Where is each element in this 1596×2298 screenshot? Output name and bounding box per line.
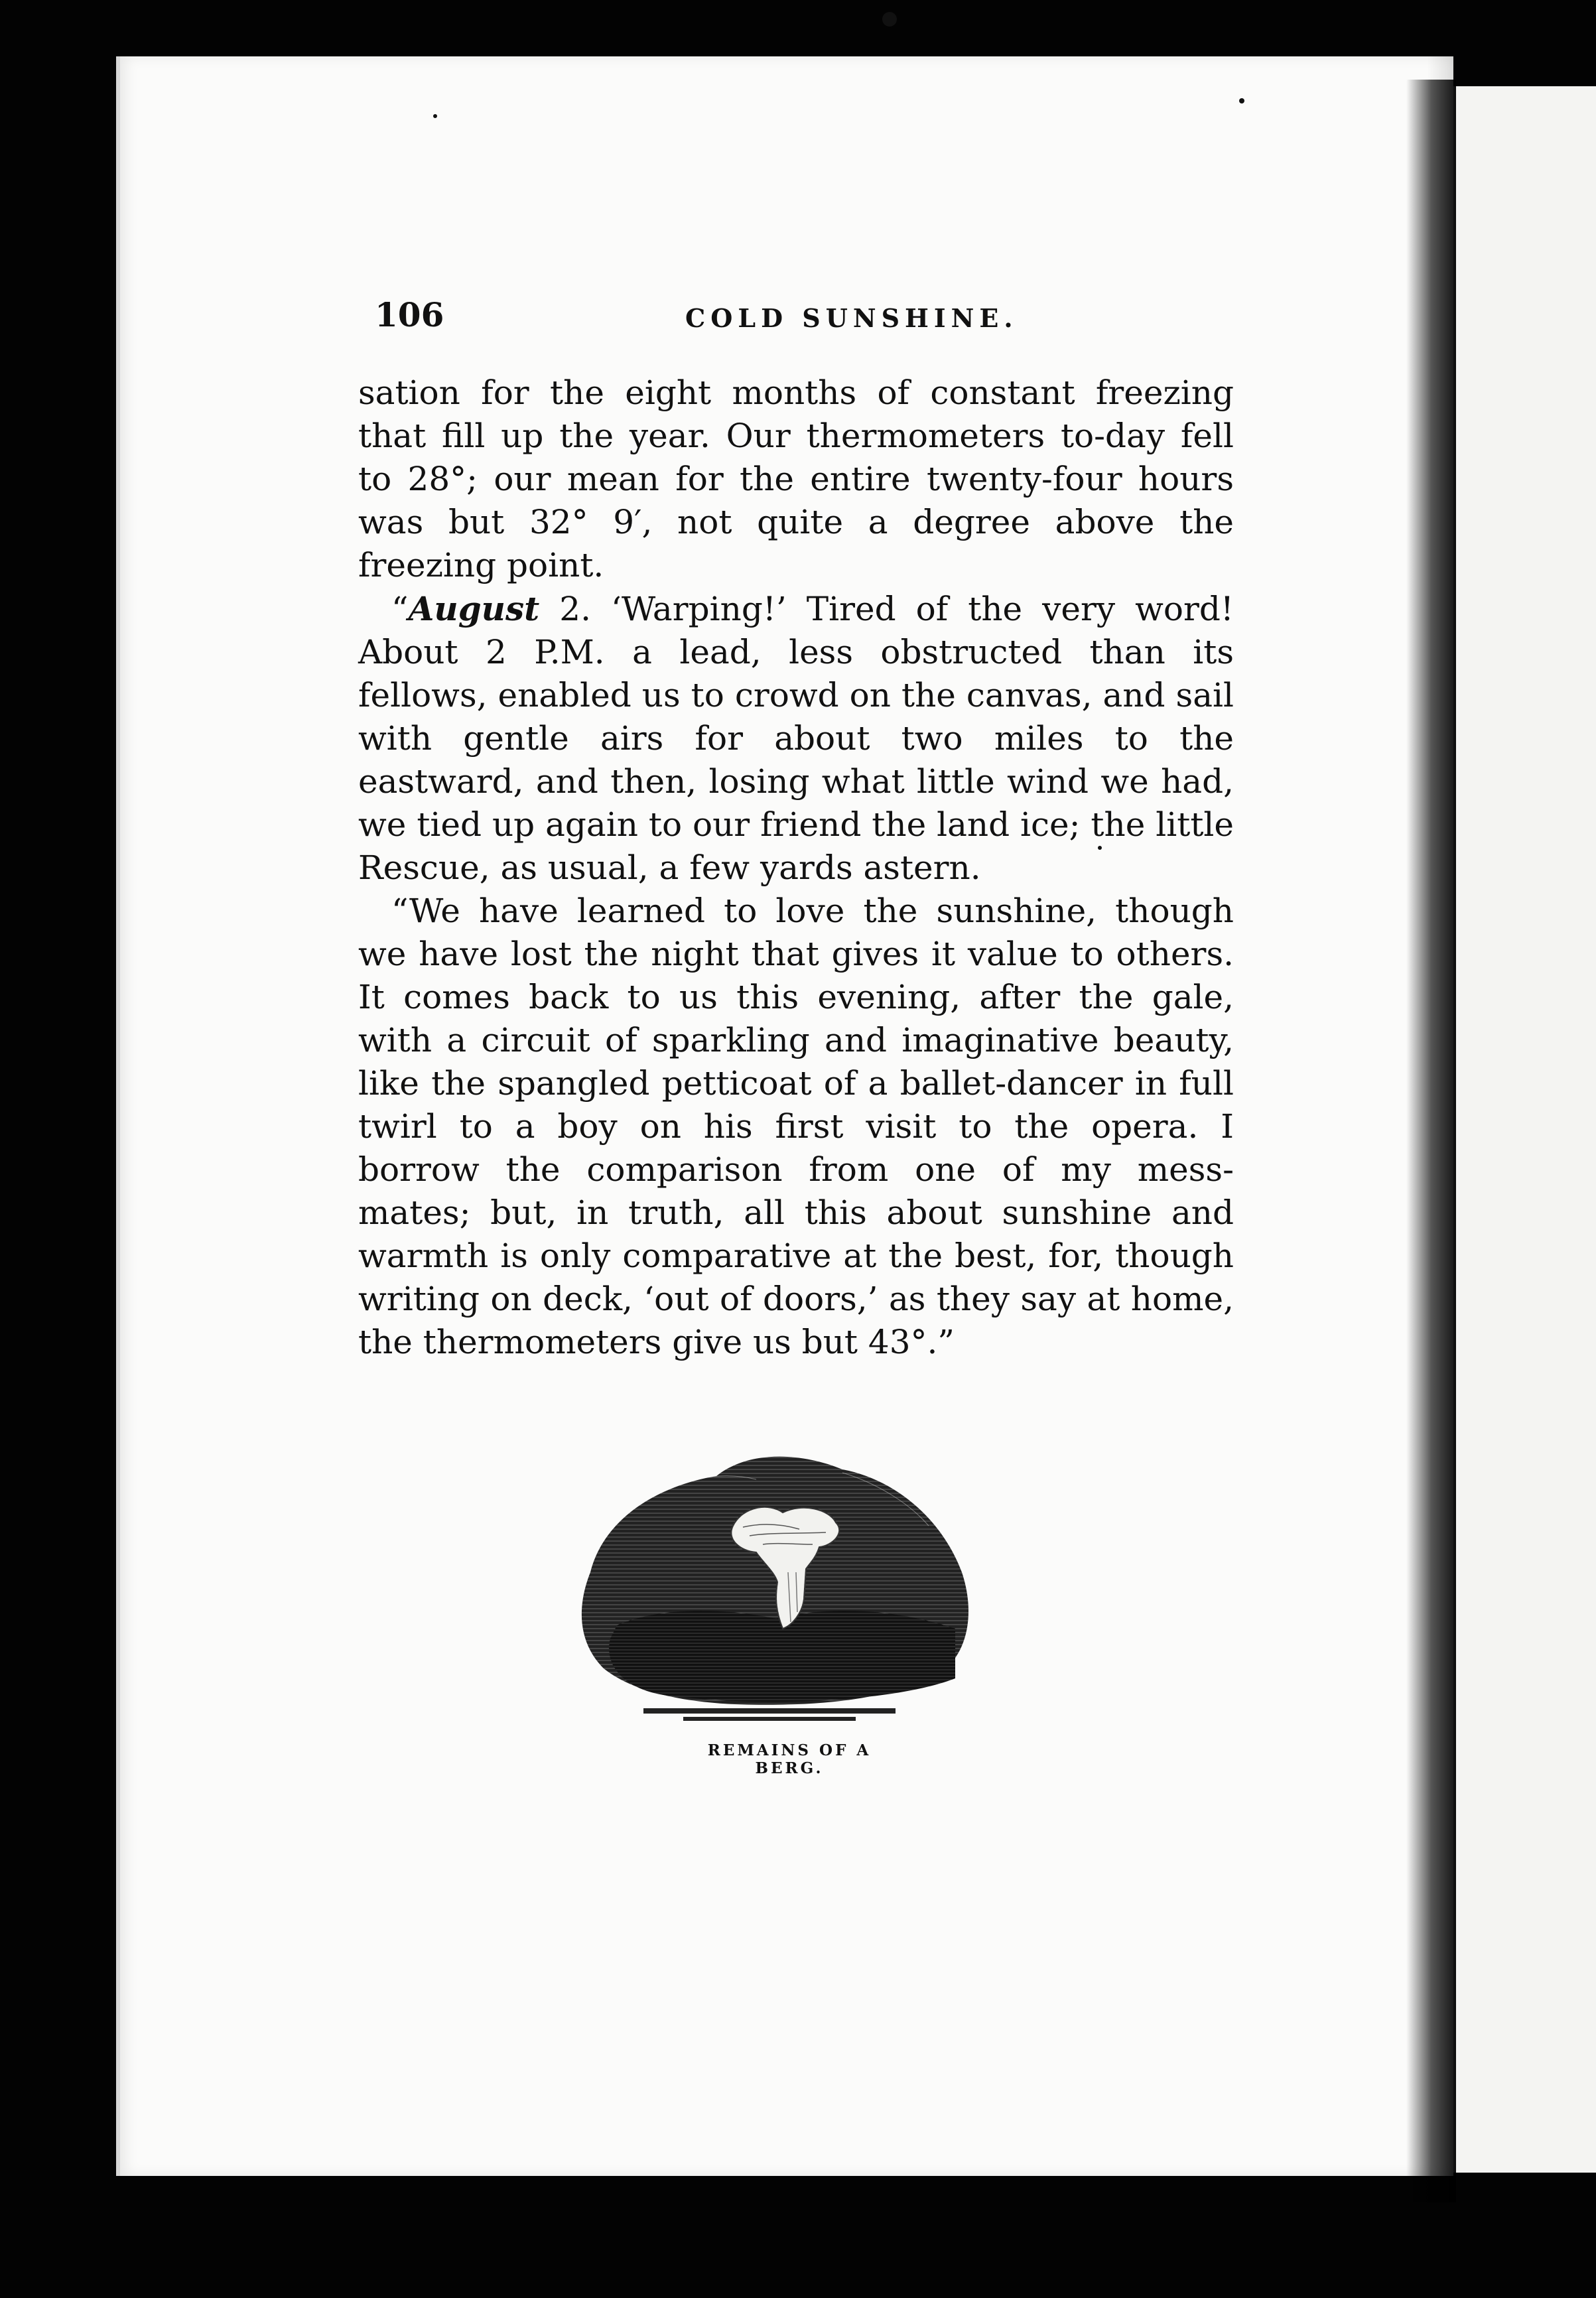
- scan-speck: [882, 12, 897, 27]
- body-text: [358, 372, 1234, 1364]
- paragraph: “We have learned to love the sunshine, though we have lost the night that gives it value to others. It comes back to us this evening, after the gale, with a circuit of sparkling and imaginative beauty, like the spangled petticoat of a ballet-dancer in full twirl to a boy on his first visit to the opera. I borrow the comparison from one of my mess-mates; but, in truth, all this about sunshine and warmth is only comparative at the best, for, though writing on deck, ‘out of doors,’ as they say at home, the thermometers give us but 43°.”: [358, 892, 1234, 1361]
- paragraph: sation for the eight months of constant freezing that fill up the year. Our thermometers to-day fell to 28°; our mean for the entire twenty-four hours was but 32° 9′, not quite a degree above the freezing point.: [358, 373, 1234, 584]
- open-quote: “: [391, 590, 409, 628]
- running-head: COLD SUNSHINE.: [685, 303, 1018, 333]
- paragraph: [358, 587, 1234, 890]
- illustration-caption: REMAINS OF A BERG.: [707, 1741, 872, 1777]
- iceberg-engraving: [564, 1440, 982, 1731]
- page-number: 106: [375, 295, 444, 334]
- entry-date: August: [408, 589, 540, 628]
- facing-page-edge: [1453, 86, 1596, 2173]
- scan-speck: [433, 114, 437, 118]
- paragraph-text: 2. ‘Warping!’ Tired of the very word! About 2 P.M. a lead, less obstructed than its fellows, enabled us to crowd on the canvas, and sail with gentle airs for about two miles to the eastward, and then, losing what little wind we had, we tied up again to our friend the land ice; the little Rescue, as usual, a few yards astern.: [358, 590, 1234, 887]
- scan-speck: [1239, 98, 1244, 103]
- book-gutter: [1406, 80, 1456, 2202]
- page-header: [362, 295, 1343, 348]
